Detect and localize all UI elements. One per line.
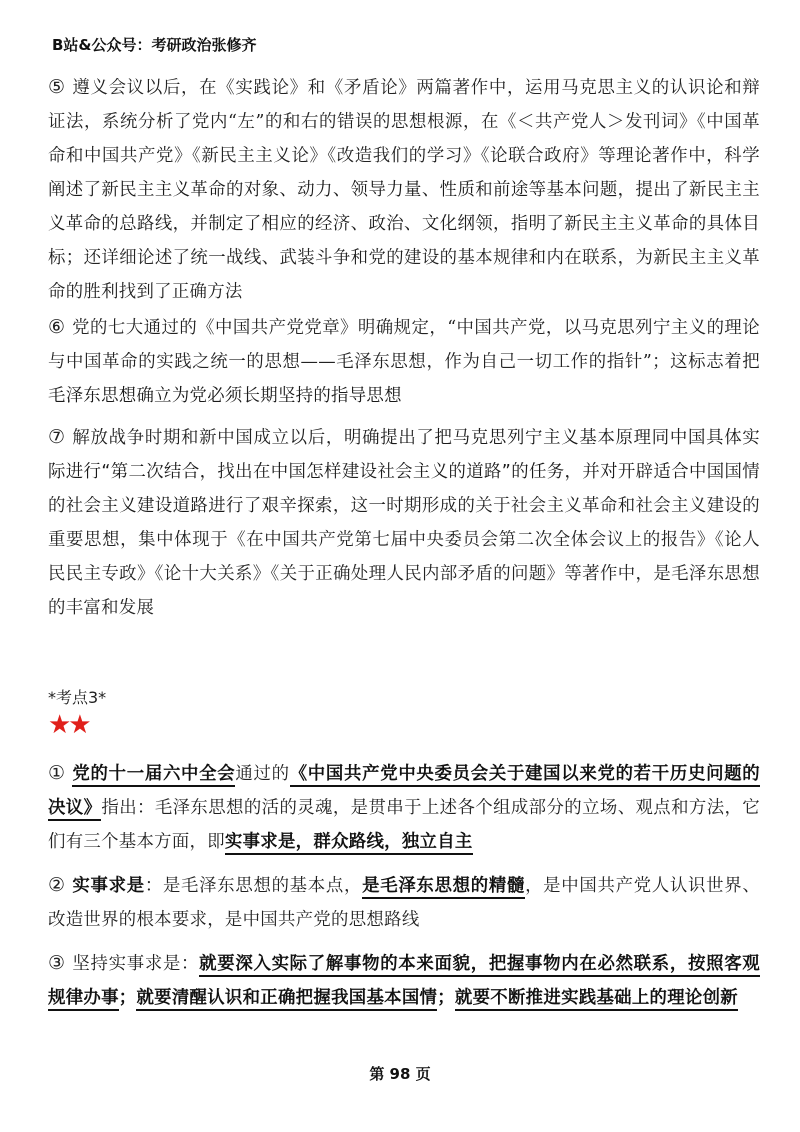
item-text: 党的七大通过的《中国共产党党章》明确规定，“中国共产党，以马克思列宁主义的理论与中国革命的实践之统一的思想——毛泽东思想，作为自己一切工作的指针”； (48, 318, 760, 372)
item-text: 明确提出了把马克思列宁主义基本原理同中国具体实际进行“第二次结合，找出在中国怎样建设社会主义的道路”的任务，并对开辟适合中国国情的社会主义建设道路进行了艰辛探索， (48, 428, 760, 516)
item-text: 通过的 (235, 764, 290, 784)
page-number: 第 98 页 (369, 1065, 431, 1083)
item-text: 还详细论述了统一战线、武装斗争和党的建设的基本规律和内在联系，为新民主主义革命的胜利找到了正确方法 (48, 248, 760, 302)
item-text: 这一时期形成的关于社会主义革命和社会主义建设的重要思想，集中体现于《在中国共产党第七届中央委员会第二次全体会议上的报告》《论人民民主专政》《论十大关系》《关于正确处理人民内部矛盾的问题》等著作中，是毛泽东思想的丰富和发展 (48, 496, 761, 618)
underlined-text: 实事求是，群众路线，独立自主 (225, 832, 473, 855)
point-1 (48, 756, 760, 859)
item-number: ② (48, 874, 66, 896)
item-7 (48, 420, 760, 625)
underlined-text: 党的十一届六中全会 (72, 764, 235, 787)
item-number: ③ (48, 952, 66, 974)
header-source: B站&公众号：考研政治张修齐 (52, 36, 257, 54)
item-5 (48, 70, 760, 309)
bold-text: 实事求是 (72, 876, 145, 896)
exam-point-title: *考点3* (48, 688, 107, 707)
underlined-text: 是毛泽东思想的精髓 (362, 876, 525, 899)
item-text: 遵义会议以后，在《实践论》和《矛盾论》两篇著作中，运用马克思主义的认识论和辩证法，系统分析了党内“左”的和右的错误的思想根源，在《＜共产党人＞发刊词》《中国革命和中国共产党》《新民主主义论》《改造我们的学习》《论联合政府》等理论著作中， (48, 78, 760, 166)
underlined-text: 就要清醒认识和正确把握我国基本国情 (136, 988, 437, 1011)
item-text: ：是毛泽东思想的基本点， (144, 876, 363, 896)
item-number: ⑦ (48, 426, 66, 448)
item-text: ； (118, 988, 137, 1008)
item-text: 科学阐述了新民主主义革命的对象、动力、领导力量、性质和前途等基本问题，提出了新民主主义革命的总路线，并制定了相应的经济、政治、文化纲领，指明了新民主主义革命的具体目标； (48, 146, 760, 268)
item-text: 解放战争时期和新中国成立以后， (72, 428, 344, 448)
item-text: 坚持实事求是： (72, 954, 200, 974)
item-number: ① (48, 762, 66, 784)
importance-stars: ★★ (48, 710, 89, 740)
item-text: 这标志着把毛泽东思想确立为党必须长期坚持的指导思想 (48, 352, 760, 406)
underlined-text: 就要不断推进实践基础上的理论创新 (455, 988, 738, 1011)
underlined-text: 《中国共产党中央委员会关于建国以来党的若干历史问题的决议》 (48, 764, 760, 821)
underlined-text: 就要深入实际了解事物的本来面貌，把握事物内在必然联系，按照客观规律办事 (48, 954, 760, 1011)
item-number: ⑥ (48, 316, 66, 338)
item-text: 指出：毛泽东思想的活的灵魂，是贯串于上述各个组成部分的立场、观点和方法，它们有三个基本方面，即 (48, 798, 761, 852)
point-2 (48, 868, 760, 937)
item-text: ，是中国共产党人认识世界、改造世界的根本要求，是中国共产党的思想路线 (48, 876, 761, 930)
point-3 (48, 946, 760, 1015)
item-6 (48, 310, 760, 413)
item-text: ； (437, 988, 455, 1008)
item-number: ⑤ (48, 76, 66, 98)
